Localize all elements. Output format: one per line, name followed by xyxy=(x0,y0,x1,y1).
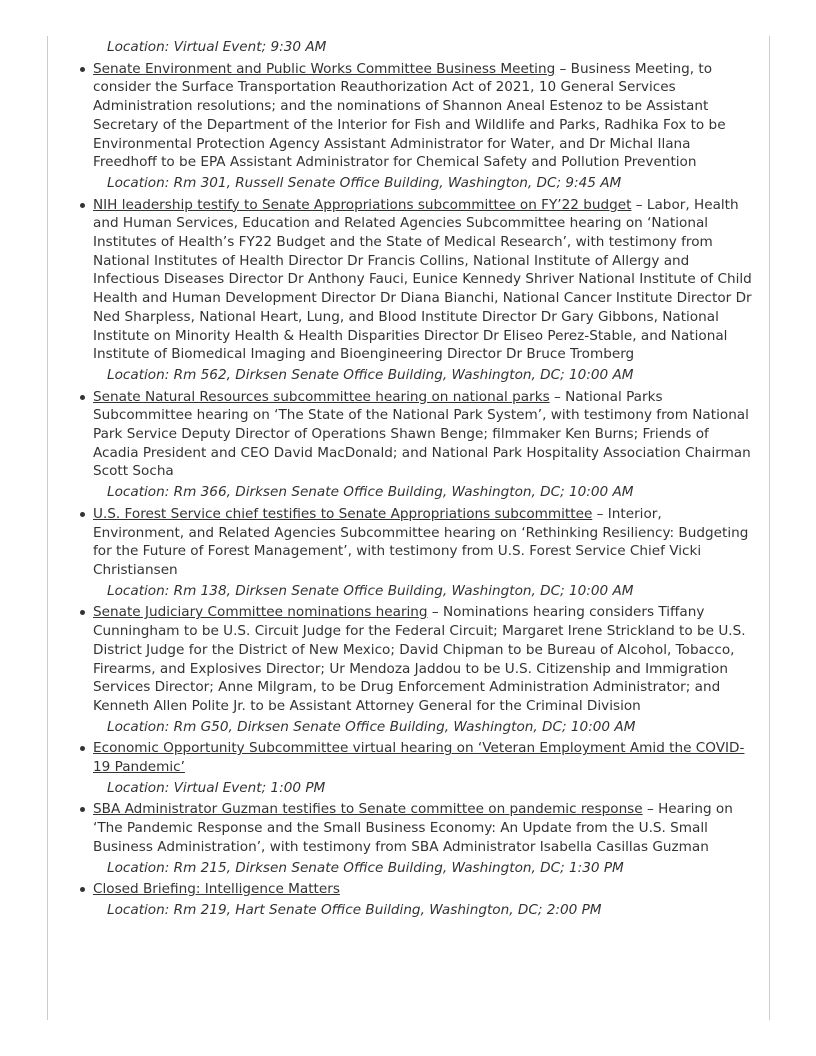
separator: – xyxy=(631,196,647,213)
event-item xyxy=(93,739,753,776)
event-item xyxy=(93,505,753,580)
event-location: Location: Virtual Event; 1:00 PM xyxy=(107,779,326,796)
event-description: Labor, Health and Human Services, Education and Related Agencies Subcommittee hearing on ‘National Institutes of Health’s FY22 Budget and the State of Medical Research’, with testimony from National Institutes of Health Director Dr Francis Collins, National Institute of Allergy and Infectious Diseases Director Dr Anthony Fauci, Eunice Kennedy Shriver National Institute of Child Health and Human Development Director Dr Diana Bianchi, National Cancer Institute Director Dr Ned Sharpless, National Heart, Lung, and Blood Institute Director Dr Gary Gibbons, National Institute on Minority Health & Health Disparities Director Dr Eliseo Perez-Stable, and National Institute of Biomedical Imaging and Bioengineering Director Dr Bruce Tromberg xyxy=(93,196,752,363)
event-link[interactable]: Senate Judiciary Committee nominations hearing xyxy=(93,604,428,621)
event-list xyxy=(93,36,753,923)
separator: – xyxy=(592,505,608,522)
event-location: Location: Rm 138, Dirksen Senate Office Building, Washington, DC; 10:00 AM xyxy=(107,582,634,599)
event-item xyxy=(93,800,753,856)
separator: – xyxy=(555,60,571,77)
event-link[interactable]: Economic Opportunity Subcommittee virtual hearing on ‘Veteran Employment Amid the COVID-19 Pandemic’ xyxy=(93,740,745,776)
separator: – xyxy=(642,801,659,818)
event-item xyxy=(93,196,753,364)
event-location: Location: Virtual Event; 9:30 AM xyxy=(107,39,327,55)
event-link[interactable]: Senate Environment and Public Works Committee Business Meeting xyxy=(93,60,556,77)
event-location: Location: Rm G50, Dirksen Senate Office Building, Washington, DC; 10:00 AM xyxy=(107,718,636,735)
separator: – xyxy=(427,604,444,621)
event-location: Location: Rm 219, Hart Senate Office Building, Washington, DC; 2:00 PM xyxy=(107,901,602,918)
event-item xyxy=(93,603,753,715)
event-description: Interior, Environment, and Related Agencies Subcommittee hearing on ‘Rethinking Resiliency: Budgeting for the Future of Forest Management’, with testimony from U.S. Forest Service Chief Vicki Christiansen xyxy=(93,505,749,578)
event-location: Location: Rm 366, Dirksen Senate Office Building, Washington, DC; 10:00 AM xyxy=(107,484,634,501)
event-link[interactable]: Closed Briefing: Intelligence Matters xyxy=(93,881,340,898)
event-item xyxy=(93,880,753,899)
event-link[interactable]: NIH leadership testify to Senate Appropriations subcommittee on FY’22 budget xyxy=(93,196,632,213)
event-description: Nominations hearing considers Tiffany Cunningham to be U.S. Circuit Judge for the Federal Circuit; Margaret Irene Strickland to be U.S. District Judge for the District of New Mexico; David Chipman to be Bureau of Alcohol, Tobacco, Firearms, and Explosives Director; Ur Mendoza Jaddou to be U.S. Citizenship and Immigration Services Director; Anne Milgram, to be Drug Enforcement Administration Administrator; and Kenneth Allen Polite Jr. to be Assistant Attorney General for the Criminal Division xyxy=(93,604,746,714)
event-location: Location: Rm 562, Dirksen Senate Office Building, Washington, DC; 10:00 AM xyxy=(107,366,634,383)
event-link[interactable]: Senate Natural Resources subcommittee hearing on national parks xyxy=(93,388,550,405)
event-item xyxy=(93,388,753,482)
event-location: Location: Rm 301, Russell Senate Office Building, Washington, DC; 9:45 AM xyxy=(107,174,622,191)
event-link[interactable]: SBA Administrator Guzman testifies to Senate committee on pandemic response xyxy=(93,801,643,818)
event-link[interactable]: U.S. Forest Service chief testifies to Senate Appropriations subcommittee xyxy=(93,505,593,522)
event-location: Location: Rm 215, Dirksen Senate Office Building, Washington, DC; 1:30 PM xyxy=(107,859,624,876)
event-description: National Parks Subcommittee hearing on ‘The State of the National Park System’, with testimony from National Park Service Deputy Director of Operations Shawn Benge; filmmaker Ken Burns; Friends of Acadia President and CEO David MacDonald; and National Park Hospitality Association Chairman Scott Socha xyxy=(93,388,751,480)
event-item xyxy=(93,60,753,172)
separator: – xyxy=(549,388,566,405)
event-description: Business Meeting, to consider the Surface Transportation Reauthorization Act of 2021, 10 General Services Administration resolutions; and the nominations of Shannon Aneal Estenoz to be Assistant Secretary of the Department of the Interior for Fish and Wildlife and Parks, Radhika Fox to be Environmental Protection Agency Assistant Administrator for Water, and Dr Michal Ilana Freedhoff to be EPA Assistant Administrator for Chemical Safety and Pollution Prevention xyxy=(93,60,726,171)
event-description: Hearing on ‘The Pandemic Response and the Small Business Economy: An Update from the U.S. Small Business Administration’, with testimony from SBA Administrator Isabella Casillas Guzman xyxy=(93,801,733,855)
